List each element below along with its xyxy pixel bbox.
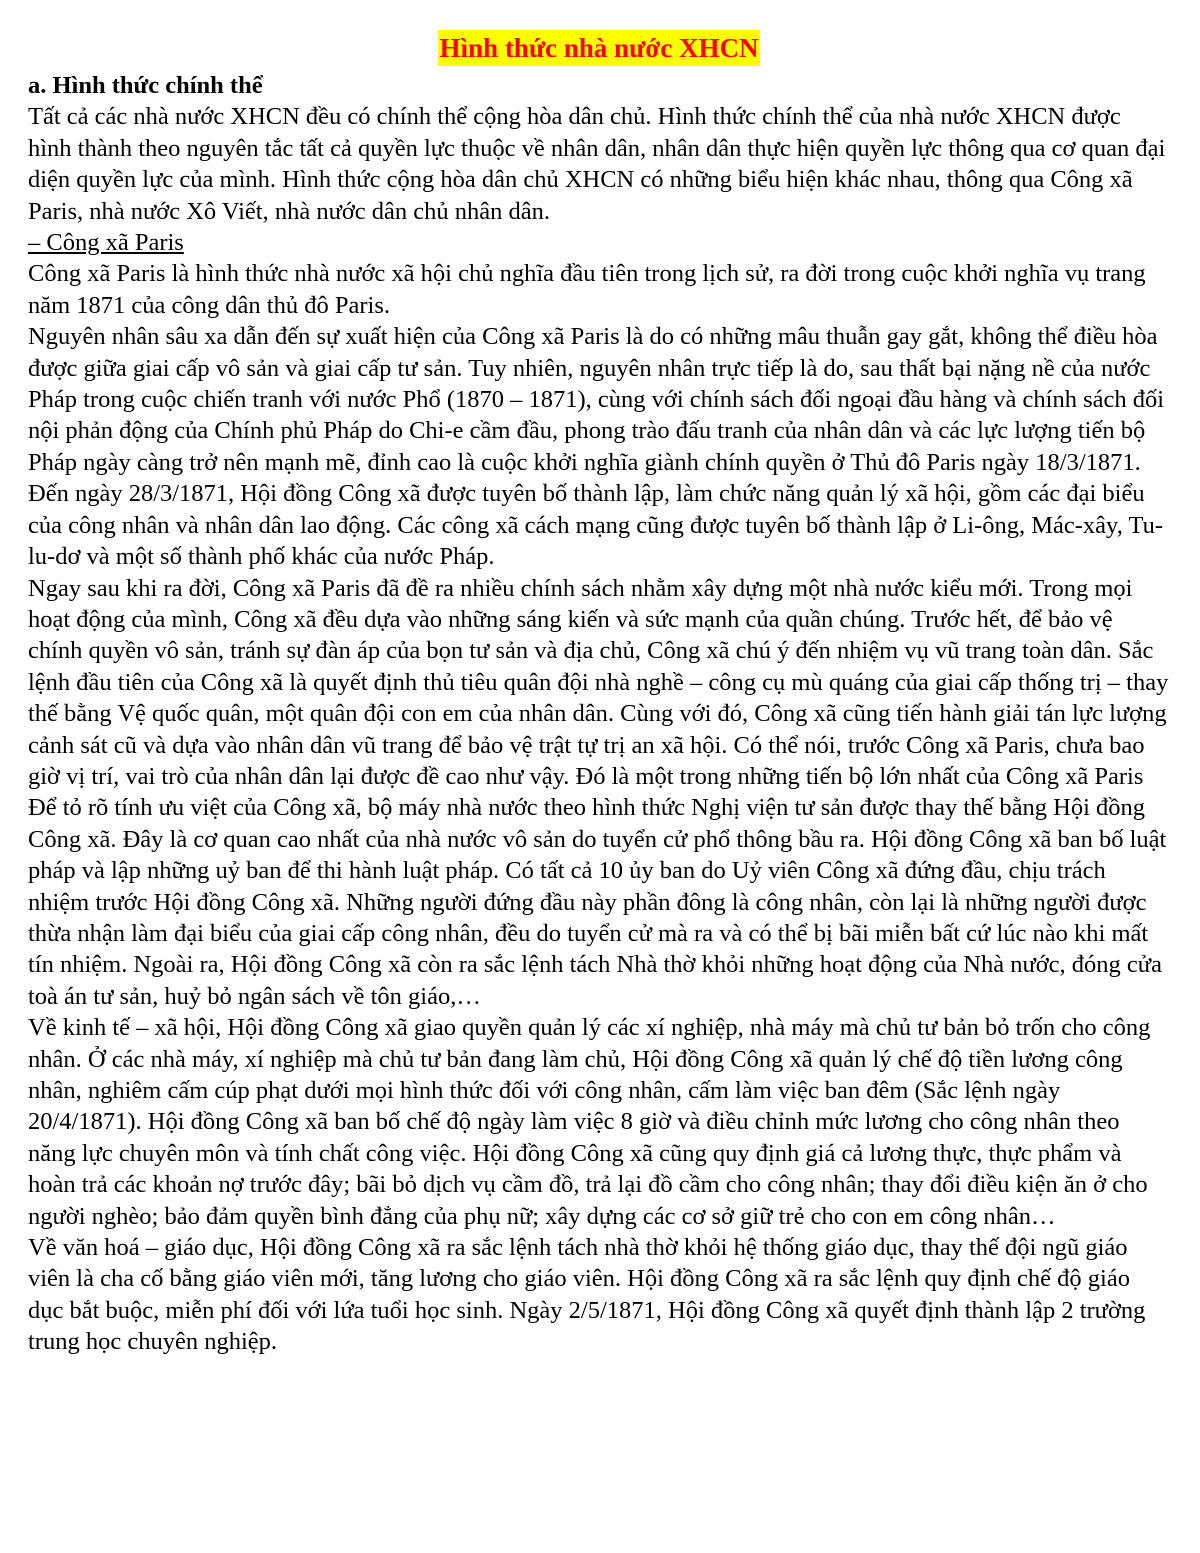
body-paragraph: Công xã Paris là hình thức nhà nước xã hội chủ nghĩa đầu tiên trong lịch sử, ra đời trong cuộc khởi nghĩa vụ trang năm 1871 của công dân thủ đô Paris. xyxy=(28,260,1146,319)
body-paragraph: Nguyên nhân sâu xa dẫn đến sự xuất hiện của Công xã Paris là do có những mâu thuẫn gay gắt, không thể điều hòa được giữa giai cấp vô sản và giai cấp tư sản. Tuy nhiên, nguyên nhân trực tiếp là do, sau thất bại nặng nề của nước Pháp trong cuộc chiến tranh với nước Phổ (1870 – 1871), cùng với chính sách đối ngoại đầu hàng và chính sách đối nội phản động của Chính phủ Pháp do Chi-e cầm đầu, phong trào đấu tranh của nhân dân và các lực lượng tiến bộ Pháp ngày càng trở nên mạnh mẽ, đỉnh cao là cuộc khởi nghĩa giành chính quyền ở Thủ đô Paris ngày 18/3/1871. Đến ngày 28/3/1871, Hội đồng Công xã được tuyên bố thành lập, làm chức năng quản lý xã hội, gồm các đại biểu của công nhân và nhân dân lao động. Các công xã cách mạng cũng được tuyên bố thành lập ở Li-ông, Mác-xây, Tu-lu-dơ và một số thành phố khác của nước Pháp. xyxy=(28,323,1165,571)
title-row xyxy=(28,30,1170,70)
document-title: Hình thức nhà nước XHCN xyxy=(438,30,761,66)
body-paragraph: Để tỏ rõ tính ưu việt của Công xã, bộ máy nhà nước theo hình thức Nghị viện tư sản được thay thế bằng Hội đồng Công xã. Đây là cơ quan cao nhất của nhà nước vô sản do tuyển cử phổ thông bầu ra. Hội đồng Công xã ban bố luật pháp và lập những uỷ ban để thi hành luật pháp. Có tất cả 10 ủy ban do Uỷ viên Công xã đứng đầu, chịu trách nhiệm trước Hội đồng Công xã. Những người đứng đầu này phần đông là công nhân, còn lại là những người được thừa nhận làm đại biểu của giai cấp công nhân, đều do tuyển cử mà ra và có thể bị bãi miễn bất cứ lúc nào khi mất tín nhiệm. Ngoài ra, Hội đồng Công xã còn ra sắc lệnh tách Nhà thờ khỏi những hoạt động của Nhà nước, đóng cửa toà án tư sản, huỷ bỏ ngân sách về tôn giáo,… xyxy=(28,794,1167,1010)
section-heading: a. Hình thức chính thể xyxy=(28,72,263,99)
body-paragraph: Về văn hoá – giáo dục, Hội đồng Công xã ra sắc lệnh tách nhà thờ khỏi hệ thống giáo dục, thay thế đội ngũ giáo viên là cha cố bằng giáo viên mới, tăng lương cho giáo viên. Hội đồng Công xã ra sắc lệnh quy định chế độ giáo dục bắt buộc, miễn phí đối với lứa tuổi học sinh. Ngày 2/5/1871, Hội đồng Công xã quyết định thành lập 2 trường trung học chuyên nghiệp. xyxy=(28,1234,1146,1356)
body-paragraph: Về kinh tế – xã hội, Hội đồng Công xã giao quyền quản lý các xí nghiệp, nhà máy mà chủ tư bản bỏ trốn cho công nhân. Ở các nhà máy, xí nghiệp mà chủ tư bản đang làm chủ, Hội đồng Công xã quản lý chế độ tiền lương công nhân, nghiêm cấm cúp phạt dưới mọi hình thức đối với công nhân, cấm làm việc ban đêm (Sắc lệnh ngày 20/4/1871). Hội đồng Công xã ban bố chế độ ngày làm việc 8 giờ và điều chỉnh mức lương cho công nhân theo năng lực chuyên môn và tính chất công việc. Hội đồng Công xã cũng quy định giá cả lương thực, thực phẩm và hoàn trả các khoản nợ trước đây; bãi bỏ dịch vụ cầm đồ, trả lại đồ cầm cho công nhân; thay đổi điều kiện ăn ở cho người nghèo; bảo đảm quyền bình đẳng của phụ nữ; xây dựng các cơ sở giữ trẻ cho con em công nhân… xyxy=(28,1014,1151,1230)
body-paragraph: Ngay sau khi ra đời, Công xã Paris đã đề ra nhiều chính sách nhằm xây dựng một nhà nước kiểu mới. Trong mọi hoạt động của mình, Công xã đều dựa vào những sáng kiến và sức mạnh của quần chúng. Trước hết, để bảo vệ chính quyền vô sản, tránh sự đàn áp của bọn tư sản và địa chủ, Công xã chú ý đến nhiệm vụ vũ trang toàn dân. Sắc lệnh đầu tiên của Công xã là quyết định thủ tiêu quân đội nhà nghề – công cụ mù quáng của giai cấp thống trị – thay thế bằng Vệ quốc quân, một quân đội con em của nhân dân. Cùng với đó, Công xã cũng tiến hành giải tán lực lượng cảnh sát cũ và dựa vào nhân dân vũ trang để bảo vệ trật tự trị an xã hội. Có thể nói, trước Công xã Paris, chưa bao giờ vị trí, vai trò của nhân dân lại được đề cao như vậy. Đó là một trong những tiến bộ lớn nhất của Công xã Paris xyxy=(28,574,1169,790)
subsection-heading: – Công xã Paris xyxy=(28,229,184,257)
intro-paragraph: Tất cả các nhà nước XHCN đều có chính thể cộng hòa dân chủ. Hình thức chính thể của nhà nước XHCN được hình thành theo nguyên tắc tất cả quyền lực thuộc về nhân dân, nhân dân thực hiện quyền lực thông qua cơ quan đại diện quyền lực của mình. Hình thức cộng hòa dân chủ XHCN có những biểu hiện khác nhau, thông qua Công xã Paris, nhà nước Xô Viết, nhà nước dân chủ nhân dân. xyxy=(28,103,1166,225)
